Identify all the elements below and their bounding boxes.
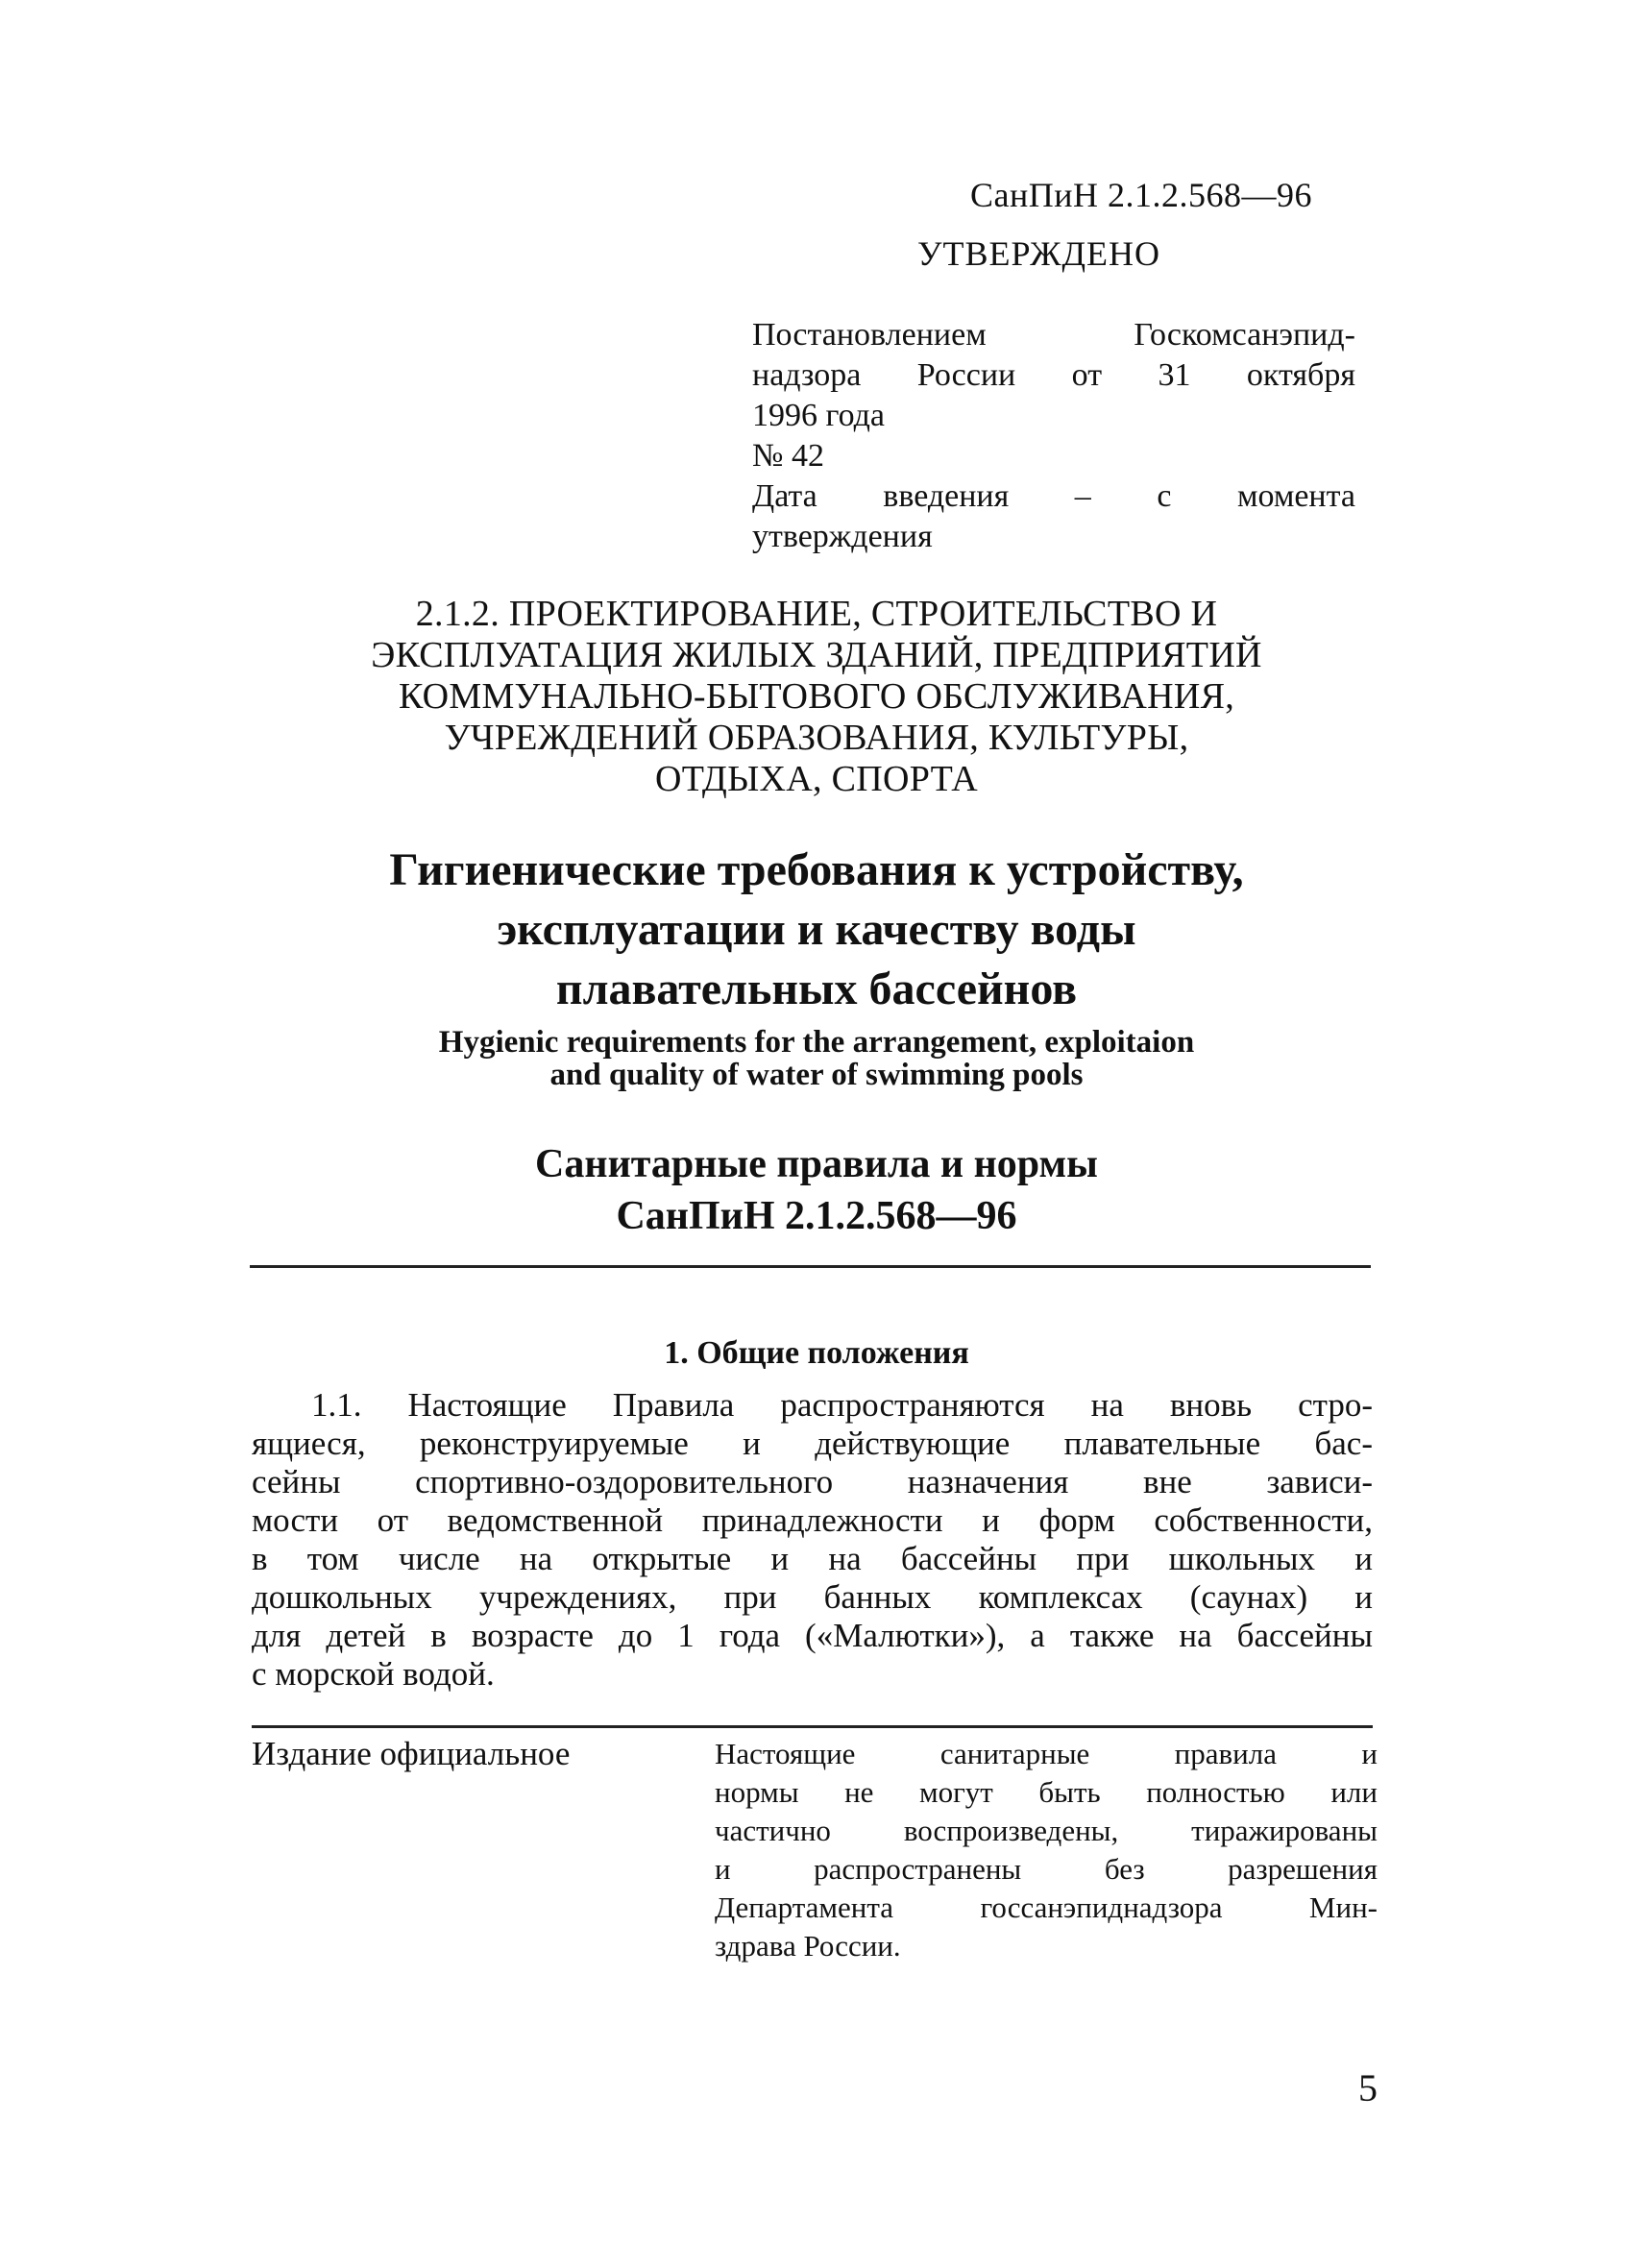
notice-line: Департамента госсанэпиднадзора Мин-	[715, 1890, 1378, 1924]
notice-line: и распространены без разрешения	[715, 1852, 1378, 1886]
decree-line: № 42	[752, 438, 824, 474]
decree-line: Дата введения – с момента	[752, 478, 1355, 514]
approved-label: УТВЕРЖДЕНО	[917, 234, 1161, 273]
title-line: Hygienic requirements for the arrangement, exploitaion	[438, 1025, 1195, 1060]
section-1-heading: 1. Общие положения	[664, 1335, 969, 1371]
title-line: Гигиенические требования к устройству,	[389, 844, 1244, 895]
notice-line: частично воспроизведены, тиражированы	[715, 1814, 1378, 1847]
section-line: ОТДЫХА, СПОРТА	[655, 759, 978, 799]
copyright-notice	[715, 1735, 1378, 1965]
document-code: СанПиН 2.1.2.568—96	[970, 176, 1313, 214]
document-title-russian	[192, 841, 1441, 1019]
decree-line: утверждения	[752, 519, 933, 554]
document-title-english	[192, 1026, 1441, 1091]
decree-line: 1996 года	[752, 398, 886, 433]
section-line: УЧРЕЖДЕНИЙ ОБРАЗОВАНИЯ, КУЛЬТУРЫ,	[444, 718, 1189, 758]
paragraph-line: для детей в возрасте до 1 года («Малютки»), а также на бассейны	[252, 1617, 1373, 1654]
notice-line: здрава России.	[715, 1929, 901, 1963]
section-line: 2.1.2. ПРОЕКТИРОВАНИЕ, СТРОИТЕЛЬСТВО И	[415, 594, 1218, 634]
sanitary-rules-title	[192, 1138, 1441, 1242]
title-line: and quality of water of swimming pools	[549, 1058, 1084, 1092]
paragraph-line: 1.1. Настоящие Правила распространяются на вновь стро-	[311, 1386, 1373, 1424]
decree-block	[752, 315, 1355, 557]
paragraph-line: мости от ведомственной принадлежности и форм собственности,	[252, 1501, 1373, 1539]
decree-line: Постановлением Госкомсанэпид-	[752, 317, 1355, 353]
title-line: Санитарные правила и нормы	[535, 1142, 1098, 1186]
paragraph-line: ящиеся, реконструируемые и действующие плавательные бас-	[252, 1425, 1373, 1462]
title-line: эксплуатации и качеству воды	[497, 904, 1136, 955]
section-line: КОММУНАЛЬНО-БЫТОВОГО ОБСЛУЖИВАНИЯ,	[398, 676, 1235, 717]
title-line: СанПиН 2.1.2.568—96	[616, 1194, 1017, 1238]
edition-label: Издание официальное	[252, 1735, 571, 1772]
section-heading	[192, 594, 1441, 800]
decree-line: надзора России от 31 октября	[752, 357, 1355, 393]
page-number: 5	[1358, 2066, 1378, 2109]
notice-line: Настоящие санитарные правила и	[715, 1737, 1378, 1770]
notice-line: нормы не могут быть полностью или	[715, 1775, 1378, 1809]
paragraph-line: дошкольных учреждениях, при банных комплексах (саунах) и	[252, 1578, 1373, 1616]
paragraph-1-1	[252, 1386, 1373, 1694]
divider	[252, 1725, 1373, 1728]
divider	[250, 1265, 1371, 1268]
paragraph-line: с морской водой.	[252, 1655, 495, 1693]
title-line: плавательных бассейнов	[555, 963, 1078, 1014]
paragraph-line: сейны спортивно-оздоровительного назначения вне зависи-	[252, 1463, 1373, 1500]
section-line: ЭКСПЛУАТАЦИЯ ЖИЛЫХ ЗДАНИЙ, ПРЕДПРИЯТИЙ	[371, 635, 1262, 675]
paragraph-line: в том числе на открытые и на бассейны при школьных и	[252, 1540, 1373, 1577]
